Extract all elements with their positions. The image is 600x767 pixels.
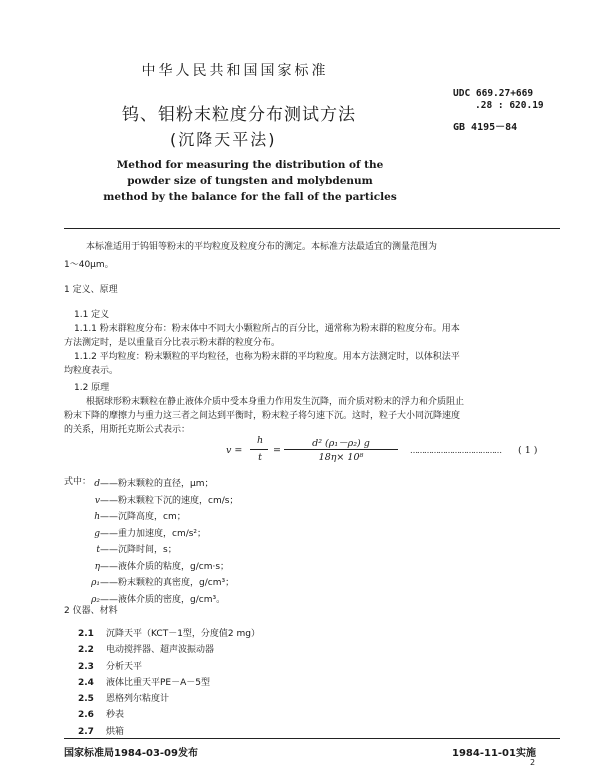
formula-numerator-2: d² (ρ₁－ρ₂) g bbox=[312, 438, 370, 449]
legend-symbol: v bbox=[94, 495, 100, 506]
legend-row bbox=[84, 542, 238, 559]
formula-number: ( 1 ) bbox=[518, 445, 538, 456]
legend-text: ——重力加速度，cm/s²； bbox=[100, 528, 207, 539]
intro-line: 本标准适用于钨钼等粉末的平均粒度及粒度分布的测定。本标准方法最适宜的测量范围为 bbox=[86, 242, 438, 252]
formula-numerator-1: h bbox=[256, 435, 264, 446]
item-number: 2.6 bbox=[78, 710, 94, 721]
legend-row bbox=[84, 509, 238, 526]
effective-date: 1984-11-01实施 bbox=[452, 748, 536, 759]
issue-date: 国家标准局1984-03-09发布 bbox=[64, 748, 198, 759]
legend-text: ——液体介质的密度，g/cm³。 bbox=[100, 594, 226, 605]
formula-denominator-2: 18η× 10⁸ bbox=[318, 452, 364, 463]
header-rule bbox=[64, 228, 560, 229]
gb-number: GB 4195－84 bbox=[453, 122, 518, 133]
principle-line: 的关系，用斯托克斯公式表示： bbox=[64, 425, 191, 435]
legend-symbol: ρ₂ bbox=[91, 594, 100, 605]
udc-code-line1: UDC 669.27+669 bbox=[453, 88, 534, 99]
national-standard-heading: 中华人民共和国国家标准 bbox=[141, 63, 329, 79]
legend-symbol: ρ₁ bbox=[91, 578, 100, 588]
legend-text: ——粉末颗粒的真密度，g/cm³； bbox=[100, 578, 235, 588]
principle-line: 粉末下降的摩擦力与重力这三者之间达到平衡时，粉末粒子将匀速下沉。这时，粒子大小同沉降速度 bbox=[64, 411, 461, 421]
formula-denominator-1: t bbox=[258, 452, 262, 463]
formula-leader-dots: ………………………………… bbox=[410, 446, 501, 455]
english-title bbox=[0, 157, 500, 205]
equipment-item bbox=[78, 626, 260, 642]
english-title-line: method by the balance for the fall of the particles bbox=[103, 191, 397, 203]
section-1-heading: 1 定义、原理 bbox=[64, 285, 118, 295]
item-number: 2.7 bbox=[78, 726, 94, 737]
clause-1-2: 1.2 原理 bbox=[74, 383, 110, 393]
legend-symbol: h bbox=[94, 512, 100, 522]
item-text: 电动搅拌器、超声波振动器 bbox=[106, 645, 215, 656]
item-text: 秒表 bbox=[106, 710, 125, 721]
item-text: 恩格列尔粘度计 bbox=[106, 694, 170, 705]
legend-symbol: η bbox=[94, 561, 100, 572]
fraction-bar bbox=[250, 449, 268, 450]
where-label: 式中： bbox=[64, 477, 92, 487]
legend-row bbox=[84, 559, 238, 576]
english-title-line: Method for measuring the distribution of the bbox=[116, 159, 384, 171]
item-number: 2.4 bbox=[78, 677, 94, 688]
legend-row bbox=[84, 476, 238, 493]
equipment-item bbox=[78, 707, 260, 723]
item-number: 2.2 bbox=[78, 645, 94, 656]
clause-1-1: 1.1 定义 bbox=[74, 310, 110, 320]
intro-line: 1～40μm。 bbox=[64, 260, 114, 270]
clause-1-1-1-cont: 方法测定时，是以重量百分比表示粉末群的粒度分布。 bbox=[64, 338, 281, 348]
equipment-item bbox=[78, 642, 260, 658]
legend-text: ——粉末颗粒的直径，μm； bbox=[100, 479, 214, 489]
clause-1-1-1: 1.1.1 粉末群粒度分布：粉末体中不同大小颗粒所占的百分比，通常称为粉末群的粒度分布。用本 bbox=[74, 324, 460, 334]
footer-rule bbox=[64, 738, 560, 739]
clause-1-1-2: 1.1.2 平均粒度：粉末颗粒的平均粒径，也称为粉末群的平均粒度。用本方法测定时，以体积法平 bbox=[74, 352, 460, 362]
legend-row bbox=[84, 575, 238, 592]
legend-symbol: d bbox=[94, 479, 100, 489]
item-text: 液体比重天平PE－A－5型 bbox=[106, 677, 210, 688]
item-number: 2.1 bbox=[78, 629, 94, 639]
equipment-item bbox=[78, 659, 260, 675]
english-title-line: powder size of tungsten and molybdenum bbox=[127, 175, 373, 187]
legend-symbol: t bbox=[96, 545, 100, 555]
formula-lhs: v = bbox=[226, 445, 243, 456]
udc-code-line2: .28 : 620.19 bbox=[475, 100, 544, 111]
section-2-heading: 2 仪器、材料 bbox=[64, 606, 118, 616]
clause-1-1-2-cont: 均粒度表示。 bbox=[64, 366, 119, 376]
legend-row bbox=[84, 493, 238, 510]
legend-text: ——沉降时间，s； bbox=[100, 545, 177, 555]
legend-row bbox=[84, 526, 238, 543]
item-number: 2.5 bbox=[78, 694, 94, 705]
equipment-list bbox=[78, 626, 260, 740]
page-number: 2 bbox=[530, 758, 536, 767]
document-subtitle: (沉降天平法) bbox=[170, 130, 277, 149]
legend-text: ——沉降高度，cm； bbox=[100, 512, 186, 522]
item-text: 分析天平 bbox=[106, 661, 143, 672]
fraction-bar bbox=[284, 449, 398, 450]
formula-equals: = bbox=[273, 445, 281, 456]
equipment-item bbox=[78, 691, 260, 707]
equipment-item bbox=[78, 675, 260, 691]
item-text: 沉降天平（KCT－1型，分度值2 mg） bbox=[106, 629, 260, 639]
item-text: 烘箱 bbox=[106, 726, 125, 737]
legend-text: ——液体介质的粘度，g/cm·s； bbox=[100, 561, 230, 572]
principle-line: 根据球形粉末颗粒在静止液体介质中受本身重力作用发生沉降，而介质对粉末的浮力和介质阻止 bbox=[86, 397, 465, 407]
legend-symbol: g bbox=[94, 528, 100, 539]
legend-text: ——粉末颗粒下沉的速度，cm/s； bbox=[100, 495, 239, 506]
item-number: 2.3 bbox=[78, 661, 94, 672]
document-title: 钨、钼粉末粒度分布测试方法 bbox=[122, 105, 356, 125]
symbol-legend bbox=[84, 476, 238, 608]
